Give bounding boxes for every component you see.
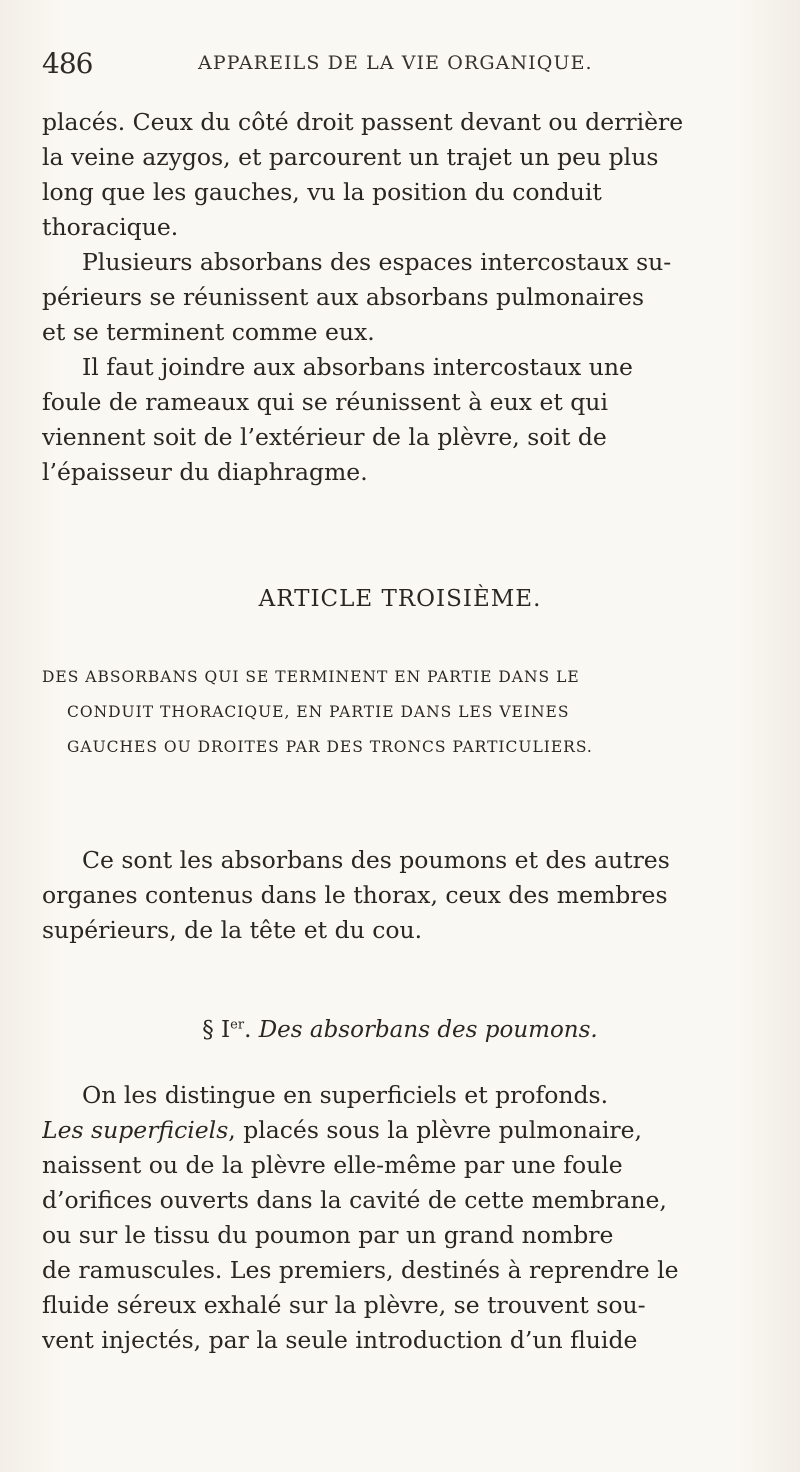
article-subtitle: [42, 660, 772, 765]
paragraph-placement-of-absorbents: [42, 105, 772, 245]
subtitle-line: DES ABSORBANS QUI SE TERMINENT EN PARTIE DANS LE: [42, 668, 580, 686]
subtitle-line: GAUCHES OU DROITES PAR DES TRONCS PARTICULIERS.: [67, 738, 593, 756]
italic-term: Les superficiels: [42, 1116, 229, 1144]
text-line: l’épaisseur du diaphragme.: [42, 458, 368, 486]
running-title: APPAREILS DE LA VIE ORGANIQUE.: [198, 52, 593, 74]
text-line: placés. Ceux du côté droit passent devant ou derrière: [42, 108, 684, 136]
text-line: périeurs se réunissent aux absorbans pulmonaires: [42, 283, 645, 311]
text-line: On les distingue en superficiels et profonds.: [82, 1081, 609, 1109]
paragraph-lung-absorbents: [42, 1078, 772, 1358]
subtitle-line: CONDUIT THORACIQUE, EN PARTIE DANS LES VEINES: [67, 703, 570, 721]
text-fragment: , placés sous la plèvre pulmonaire,: [228, 1116, 642, 1144]
text-line: d’orifices ouverts dans la cavité de cette membrane,: [42, 1186, 667, 1214]
section-symbol: § I: [202, 1017, 231, 1043]
text-line: et se terminent comme eux.: [42, 318, 375, 346]
text-line: organes contenus dans le thorax, ceux des membres: [42, 881, 668, 909]
text-line: foule de rameaux qui se réunissent à eux et qui: [42, 388, 608, 416]
text-line: thoracique.: [42, 213, 179, 241]
article-title: ARTICLE TROISIÈME.: [258, 586, 542, 612]
text-line: Plusieurs absorbans des espaces intercostaux su-: [82, 248, 672, 276]
text-line: [42, 1113, 772, 1148]
page-header: [42, 47, 762, 81]
paragraph-article-summary: [42, 843, 772, 948]
text-line: naissent ou de la plèvre elle-même par une foule: [42, 1151, 623, 1179]
text-line: vent injectés, par la seule introduction d’un fluide: [42, 1326, 638, 1354]
text-line: Il faut joindre aux absorbans intercostaux une: [82, 353, 633, 381]
text-line: la veine azygos, et parcourent un trajet un peu plus: [42, 143, 659, 171]
text-line: de ramuscules. Les premiers, destinés à reprendre le: [42, 1256, 679, 1284]
section-period: .: [244, 1017, 252, 1043]
text-line: viennent soit de l’extérieur de la plèvre, soit de: [42, 423, 607, 451]
text-line: ou sur le tissu du poumon par un grand nombre: [42, 1221, 614, 1249]
paragraph-intercostal-absorbents: [42, 245, 772, 350]
section-heading: [0, 1017, 800, 1043]
text-line: supérieurs, de la tête et du cou.: [42, 916, 423, 944]
paragraph-additional-branches: [42, 350, 772, 490]
text-line: Ce sont les absorbans des poumons et des autres: [82, 846, 670, 874]
page-number: 486: [42, 47, 93, 80]
section-title: Des absorbans des poumons.: [258, 1017, 598, 1043]
text-line: fluide séreux exhalé sur la plèvre, se trouvent sou-: [42, 1291, 646, 1319]
text-line: long que les gauches, vu la position du conduit: [42, 178, 602, 206]
section-superscript: er: [230, 1017, 245, 1033]
